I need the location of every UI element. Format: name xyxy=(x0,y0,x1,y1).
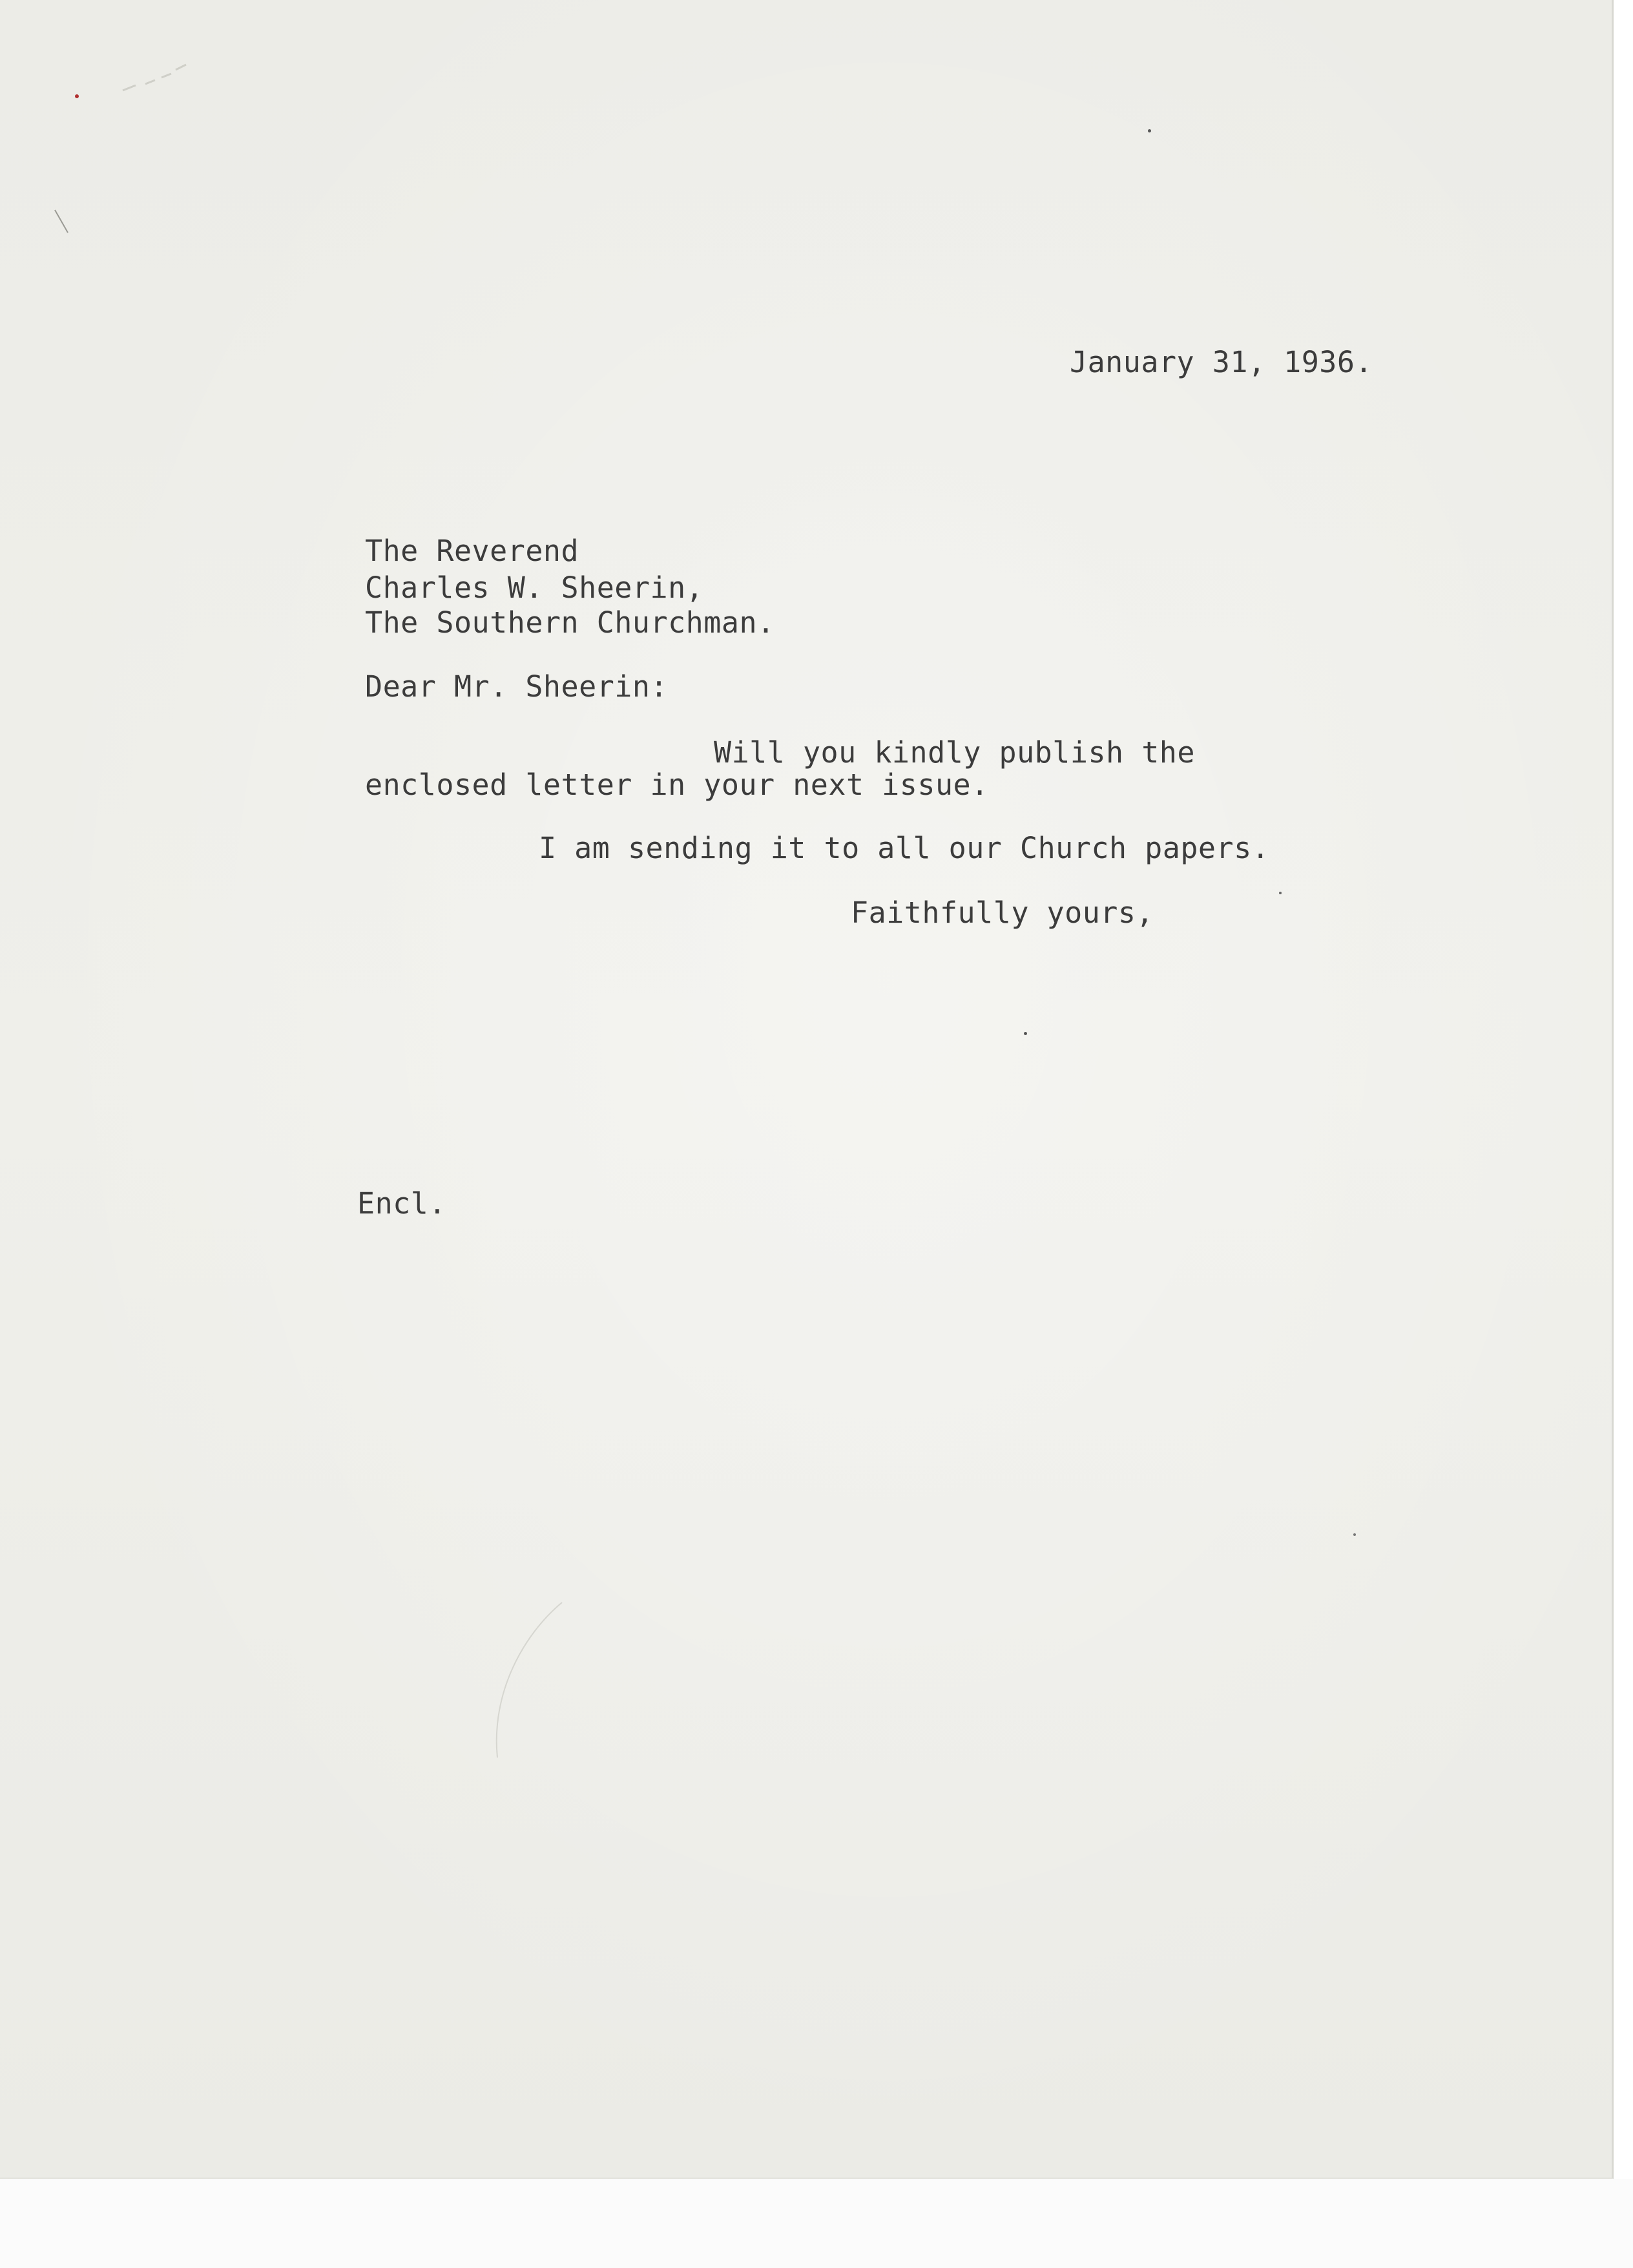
speck xyxy=(1148,129,1151,132)
left-scratch xyxy=(52,207,78,239)
recipient-line-1: The Reverend xyxy=(365,534,579,568)
speck xyxy=(1353,1533,1356,1536)
scan-background xyxy=(0,2179,1633,2268)
corner-scratch xyxy=(116,58,194,97)
closing: Faithfully yours, xyxy=(851,896,1154,930)
body-paragraph-1-line-1: Will you kindly publish the xyxy=(714,735,1195,770)
body-paragraph-2: I am sending it to all our Church papers. xyxy=(539,831,1270,865)
body-paragraph-1-line-2: enclosed letter in your next issue. xyxy=(365,768,989,802)
enclosure-note: Encl. xyxy=(357,1186,446,1221)
recipient-line-3: The Southern Churchman. xyxy=(365,605,775,640)
letter-date: January 31, 1936. xyxy=(1070,345,1373,379)
recipient-line-2: Charles W. Sheerin, xyxy=(365,571,704,605)
salutation: Dear Mr. Sheerin: xyxy=(365,669,669,704)
speck xyxy=(1279,892,1282,894)
speck xyxy=(1024,1032,1027,1035)
paper-crease xyxy=(472,1596,575,1764)
red-speck xyxy=(75,94,79,98)
